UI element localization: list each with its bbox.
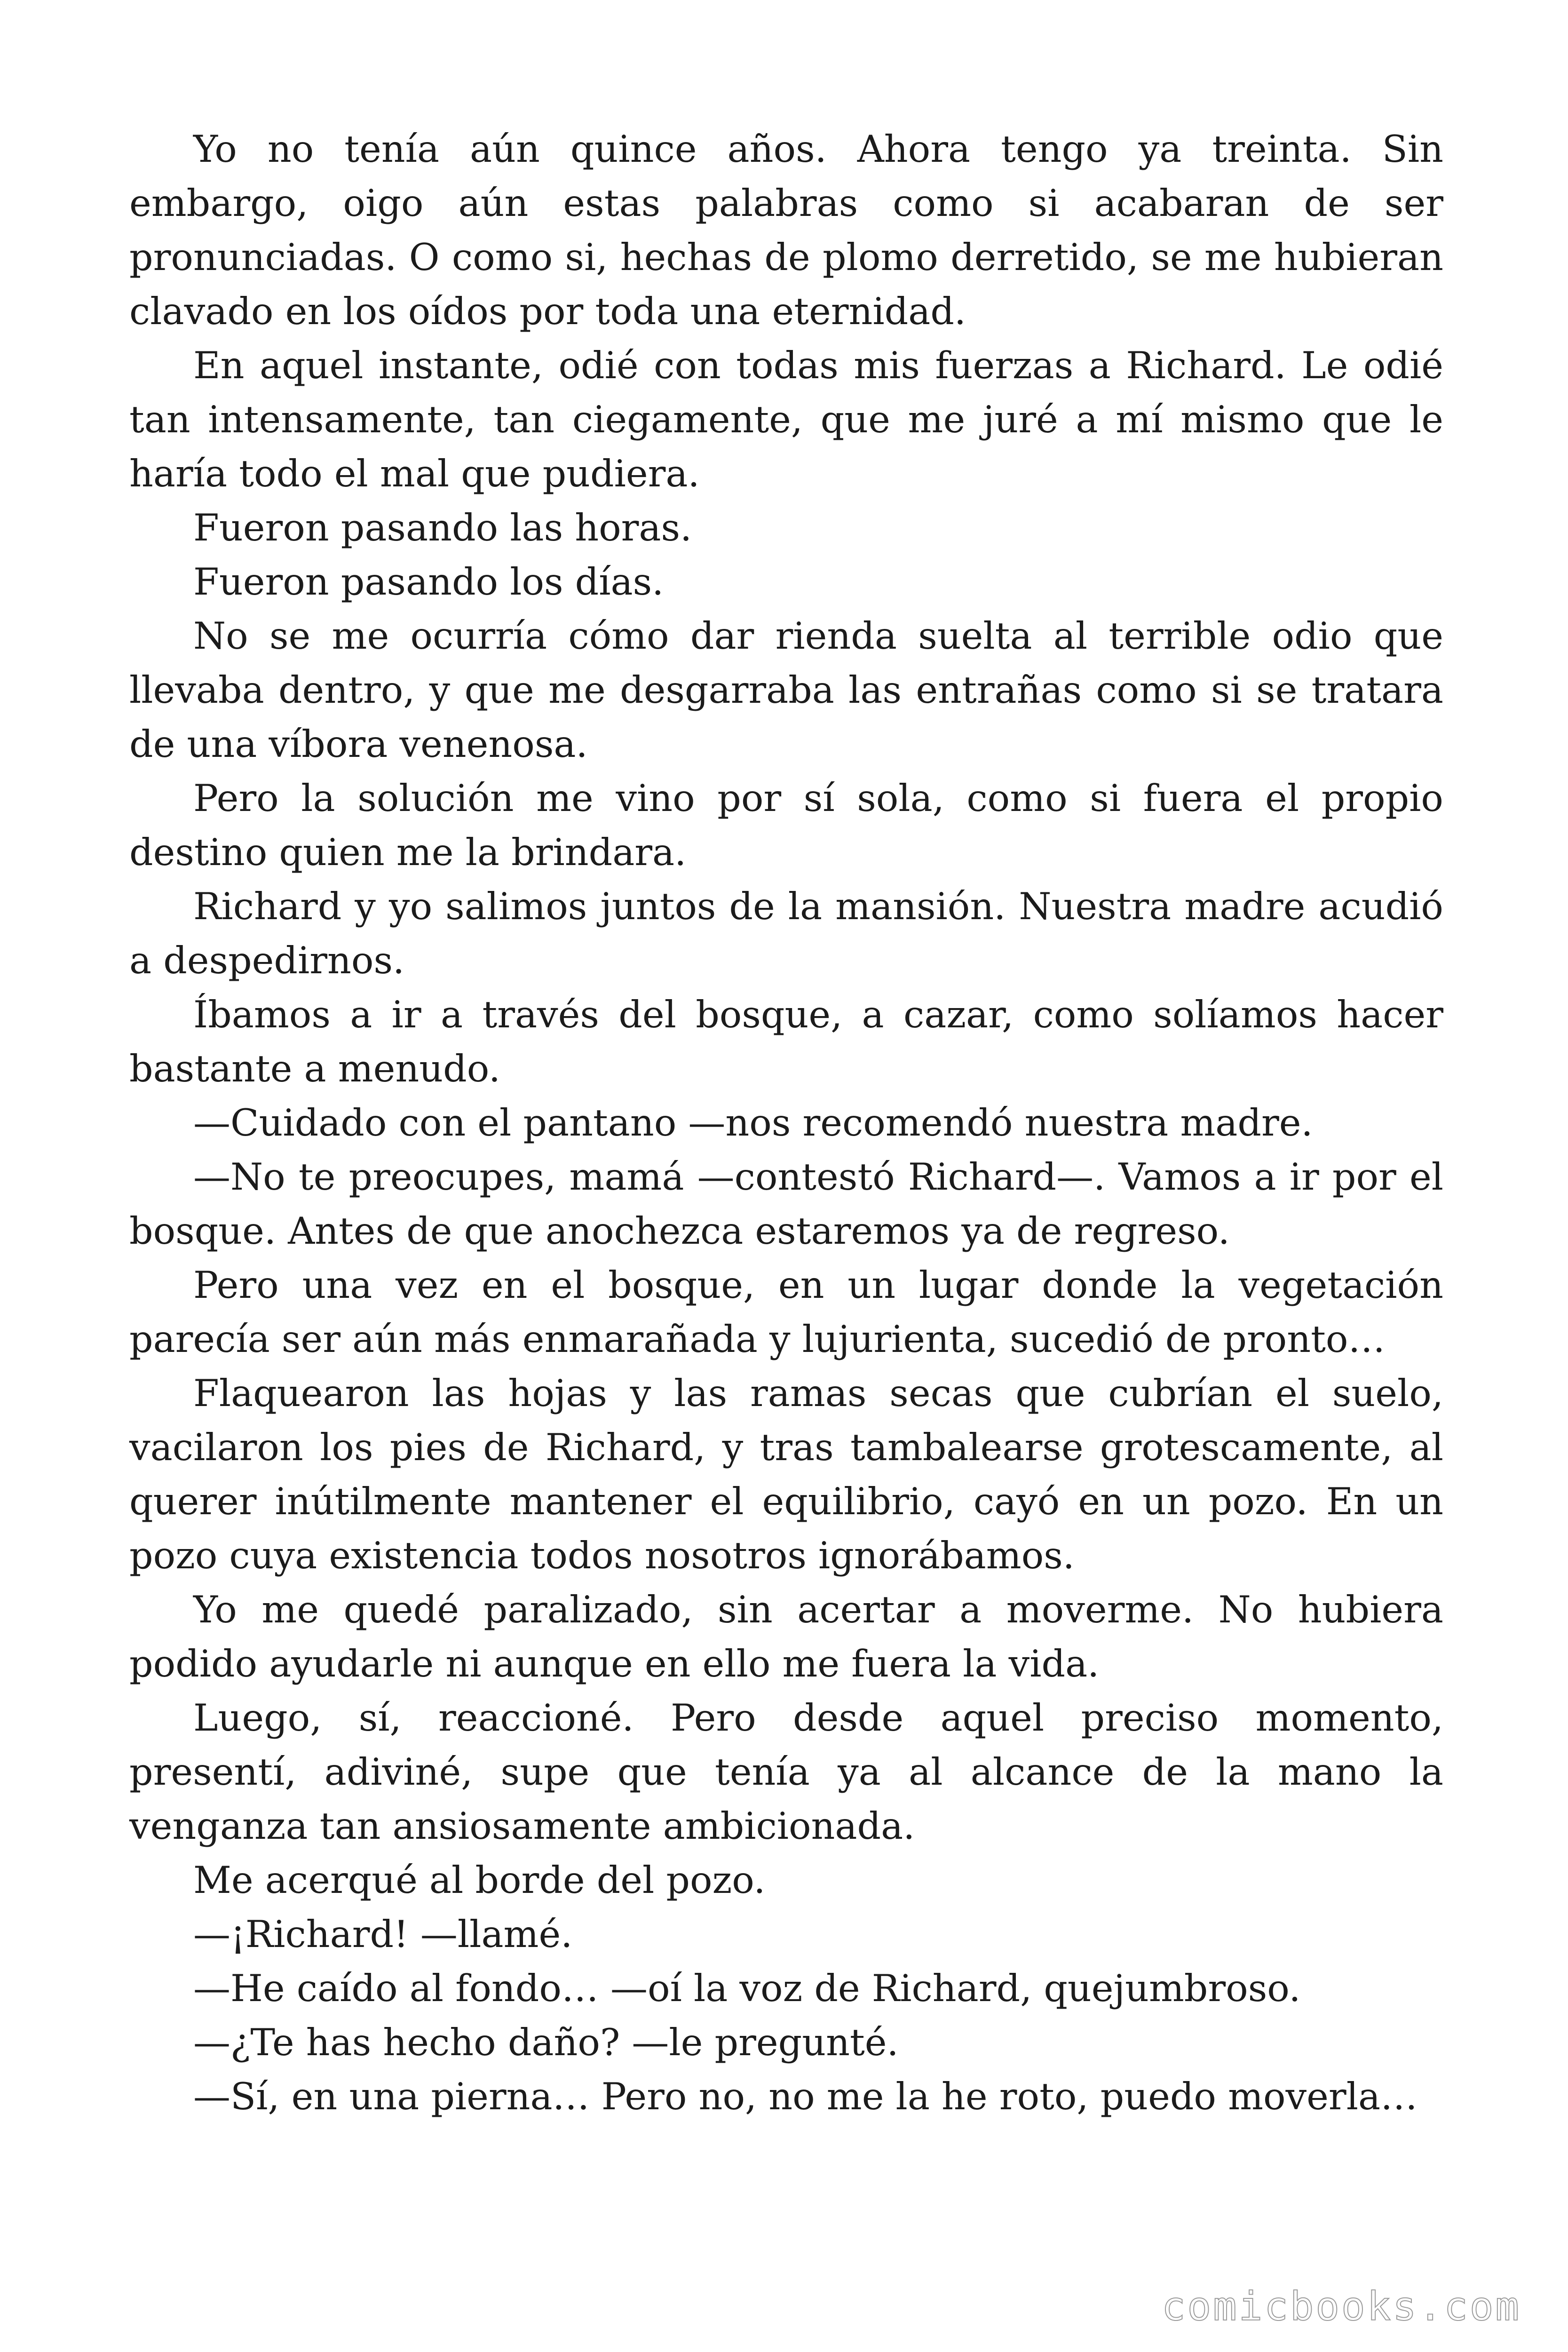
paragraph: Me acerqué al borde del pozo.	[193, 1859, 766, 1902]
paragraph: Íbamos a ir a través del bosque, a cazar, como solíamos hacer bastante a menudo.	[129, 993, 1443, 1090]
paragraph: Pero una vez en el bosque, en un lugar donde la vegetación parecía ser aún más enmarañada y lujurienta, sucedió de pronto…	[129, 1263, 1443, 1361]
paragraph: Fueron pasando los días.	[193, 560, 664, 604]
paragraph: Richard y yo salimos juntos de la mansión. Nuestra madre acudió a despedirnos.	[129, 885, 1443, 982]
paragraph: Luego, sí, reaccioné. Pero desde aquel preciso momento, presentí, adiviné, supe que tenía ya al alcance de la mano la venganza tan ansiosamente ambicionada.	[129, 1696, 1443, 1848]
body-text	[129, 122, 1443, 2124]
watermark: comicbooks.com	[1161, 2283, 1521, 2329]
paragraph: Yo no tenía aún quince años. Ahora tengo ya treinta. Sin embargo, oigo aún estas palabras como si acabaran de ser pronunciadas. O como si, hechas de plomo derretido, se me hubieran clavado en los oídos por toda una eternidad.	[129, 127, 1443, 333]
paragraph: —Sí, en una pierna… Pero no, no me la he roto, puedo moverla…	[193, 2075, 1418, 2118]
paragraph: —¿Te has hecho daño? —le pregunté.	[193, 2021, 899, 2064]
paragraph: —Cuidado con el pantano —nos recomendó nuestra madre.	[193, 1101, 1313, 1144]
paragraph: Yo me quedé paralizado, sin acertar a moverme. No hubiera podido ayudarle ni aunque en ello me fuera la vida.	[129, 1588, 1443, 1685]
paragraph: —No te preocupes, mamá —contestó Richard—. Vamos a ir por el bosque. Antes de que anochezca estaremos ya de regreso.	[129, 1155, 1443, 1253]
paragraph: No se me ocurría cómo dar rienda suelta al terrible odio que llevaba dentro, y que me desgarraba las entrañas como si se tratara de una víbora venenosa.	[129, 614, 1443, 766]
paragraph: Fueron pasando las horas.	[193, 506, 692, 549]
paragraph: Flaquearon las hojas y las ramas secas que cubrían el suelo, vacilaron los pies de Richard, y tras tambalearse grotescamente, al querer inútilmente mantener el equilibrio, cayó en un pozo. En un pozo cuya existencia todos nosotros ignorábamos.	[129, 1372, 1443, 1577]
paragraph: —He caído al fondo… —oí la voz de Richard, quejumbroso.	[193, 1967, 1301, 2010]
paragraph: Pero la solución me vino por sí sola, como si fuera el propio destino quien me la brindara.	[129, 777, 1443, 874]
paragraph: En aquel instante, odié con todas mis fuerzas a Richard. Le odié tan intensamente, tan ciegamente, que me juré a mí mismo que le haría todo el mal que pudiera.	[129, 344, 1443, 495]
paragraph: —¡Richard! —llamé.	[193, 1913, 573, 1956]
